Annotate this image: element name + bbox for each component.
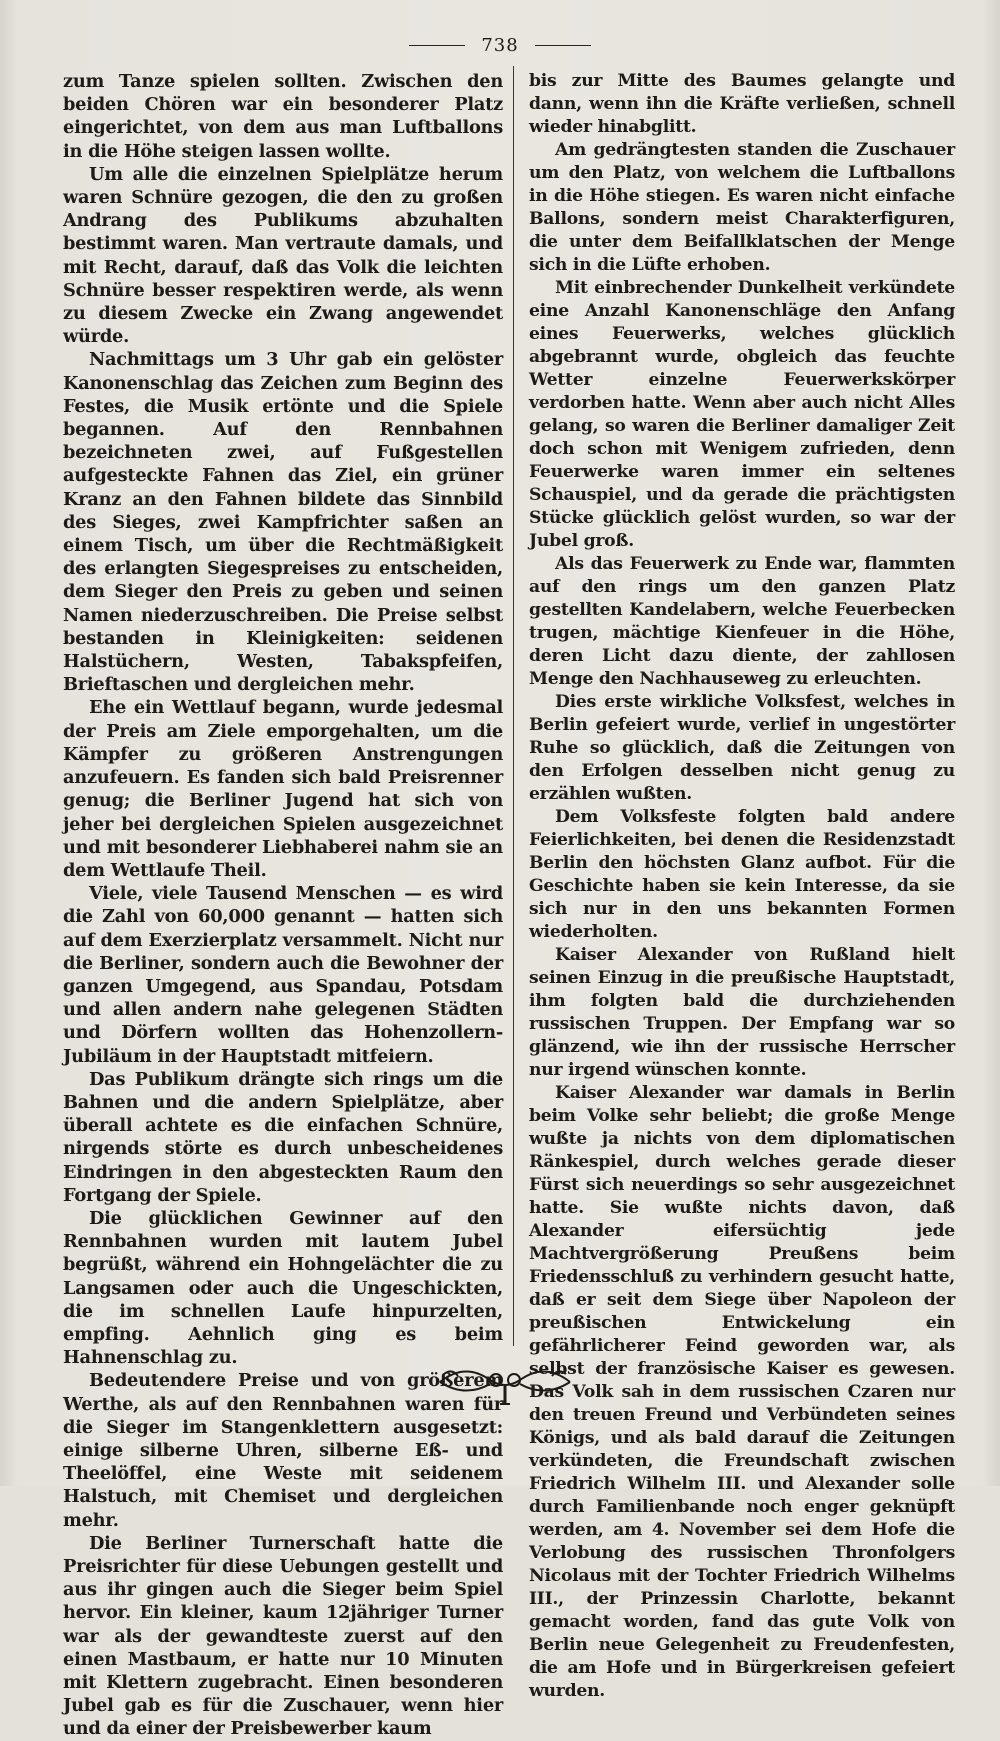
paragraph: Kaiser Alexander war damals in Berlin beim Volke sehr beliebt; die große Menge wußte ja nichts von dem diplomatischen Ränkespiel, durch welches gerade dieser Fürst sich neuerdings so sehr ausgezeichnet hatte. Sie wußte nichts davon, daß Alexander eifersüchtig jede Machtvergrößerung Preußens beim Friedensschluß zu verhindern gesucht hatte, daß er seit dem Siege über Napoleon der preußischen Entwickelung ein gefährlicherer Feind geworden war, als selbst der französische Kaiser es gewesen. Das Volk sah in dem russischen Czaren nur den treuen Freund und Verbündeten seines Königs, und als bald darauf die Zeitungen verkündeten, die Freundschaft zwischen Friedrich Wilhelm III. und Alexander solle durch Familienbande noch enger geknüpft werden, am 4. November sei dem Hofe die Verlobung des russischen Thronfolgers Nicolaus mit der Tochter Friedrich Wilhelms III., der Prinzessin Charlotte, bekannt gemacht worden, fand das gute Volk von Berlin neue Gelegenheit zu Freudenfesten, die am Hofe und in Bürgerkreisen gefeiert wurden. — [529, 1083, 955, 1701]
right-column — [529, 70, 955, 1703]
paragraph: Kaiser Alexander von Rußland hielt seinen Einzug in die preußische Hauptstadt, ihm folgten bald die durchziehenden russischen Truppen. Der Empfang war so glänzend, wie ihn der russische Herrscher nur irgend wünschen konnte. — [529, 945, 955, 1080]
paragraph: Das Publikum drängte sich rings um die Bahnen und die andern Spielplätze, aber überall achtete es die einfachen Schnüre, nirgends störte es durch unbescheidenes Eindringen in den abgesteckten Raum den Fortgang der Spiele. — [63, 1068, 503, 1206]
page-header — [0, 30, 1000, 60]
paragraph: Die Berliner Turnerschaft hatte die Preisrichter für diese Uebungen gestellt und aus ihr gingen auch die Sieger beim Spiel hervor. Ein kleiner, kaum 12jähriger Turner war als der gewandteste zuerst auf den einen Mastbaum, er hatte nur 10 Minuten mit Klettern zugebracht. Einen besonderen Jubel gab es für die Zuschauer, wenn hier und da einer der Preisbewerber kaum — [63, 1532, 503, 1740]
paragraph: Dies erste wirkliche Volksfest, welches in Berlin gefeiert wurde, verlief in ungestörter Ruhe so glücklich, daß die Zeitungen von den Erfolgen desselben nicht genug zu erzählen wußten. — [529, 692, 955, 804]
paragraph: Als das Feuerwerk zu Ende war, flammten auf den rings um den ganzen Platz gestellten Kandelabern, welche Feuerbecken trugen, mächtige Kienfeuer in die Höhe, deren Licht dazu diente, der zahllosen Menge den Nachhauseweg zu erleuchten. — [529, 554, 955, 689]
header-rule-right — [535, 45, 591, 46]
header-rule-left — [409, 45, 465, 46]
end-ornament-icon — [430, 1352, 580, 1412]
paragraph: Am gedrängtesten standen die Zuschauer um den Platz, von welchem die Luftballons in die Höhe stiegen. Es waren nicht einfache Ballons, sondern meist Charakterfiguren, die unter dem Beifallklatschen der Menge sich in die Lüfte erhoben. — [529, 140, 955, 275]
column-divider — [513, 66, 514, 1346]
paragraph: zum Tanze spielen sollten. Zwischen den beiden Chören war ein besonderer Platz eingerichtet, von dem aus man Luftballons in die Höhe steigen lassen wollte. — [63, 71, 503, 162]
paragraph: Die glücklichen Gewinner auf den Rennbahnen wurden mit lautem Jubel begrüßt, während ein Hohngelächter die zu Langsamen oder auch die Ungeschickten, die im schnellen Laufe hinpurzelten, empfing. Aehnlich ging es beim Hahnenschlag zu. — [63, 1207, 503, 1369]
paragraph: Bedeutendere Preise und von größerem Werthe, als auf den Rennbahnen waren für die Sieger im Stangenklettern ausgesetzt: einige silberne Uhren, silberne Eß- und Theelöffel, eine Weste mit seidenem Halstuch, mit Chemiset und dergleichen mehr. — [63, 1370, 503, 1531]
paragraph: Mit einbrechender Dunkelheit verkündete eine Anzahl Kanonenschläge den Anfang eines Feuerwerks, welches glücklich abgebrannt wurde, obgleich das feuchte Wetter einzelne Feuerwerkskörper verdorben hatte. Wenn aber auch nicht Alles gelang, so waren die Berliner damaliger Zeit doch schon mit Wenigem zufrieden, denn Feuerwerke waren immer ein seltenes Schauspiel, und da gerade die prächtigsten Stücke glücklich gelöst wurden, so war der Jubel groß. — [529, 278, 955, 551]
left-column — [63, 70, 503, 1741]
paragraph: Ehe ein Wettlauf begann, wurde jedesmal der Preis am Ziele emporgehalten, um die Kämpfer zu größeren Anstrengungen anzufeuern. Es fanden sich bald Preisrenner genug; die Berliner Jugend hat sich von jeher bei dergleichen Spielen ausgezeichnet und mit besonderer Liebhaberei nahm sie an dem Wettlaufe Theil. — [63, 697, 503, 881]
paragraph: Dem Volksfeste folgten bald andere Feierlichkeiten, bei denen die Residenzstadt Berlin den höchsten Glanz aufbot. Für die Geschichte haben sie kein Interesse, da sie sich nur in den uns bekannten Formen wiederholten. — [529, 807, 955, 942]
paragraph: Nachmittags um 3 Uhr gab ein gelöster Kanonenschlag das Zeichen zum Beginn des Festes, die Musik ertönte und die Spiele begannen. Auf den Rennbahnen bezeichneten zwei, auf Fußgestellen aufgesteckte Fahnen das Ziel, ein grüner Kranz an den Fahnen bildete das Sinnbild des Sieges, zwei Kampfrichter saßen an einem Tisch, um über die Rechtmäßigkeit des erlangten Siegespreises zu entscheiden, dem Sieger den Preis zu geben und seinen Namen niederzuschreiben. Die Preise selbst bestanden in Kleinigkeiten: seidenen Halstüchern, Westen, Tabakspfeifen, Brieftaschen und dergleichen mehr. — [63, 349, 503, 696]
paragraph: Um alle die einzelnen Spielplätze herum waren Schnüre gezogen, die den zu großen Andrang des Publikums abzuhalten bestimmt waren. Man vertraute damals, und mit Recht, darauf, daß das Volk die leichten Schnüre besser respektiren werde, als wenn zu diesem Zwecke ein Zwang angewendet würde. — [63, 163, 503, 348]
paragraph: Viele, viele Tausend Menschen — es wird die Zahl von 60,000 genannt — hatten sich auf dem Exerzierplatz versammelt. Nicht nur die Berliner, sondern auch die Bewohner der ganzen Umgegend, aus Spandau, Potsdam und allen andern nahe gelegenen Städten und Dörfern wollten das Hohenzollern-Jubiläum in der Hauptstadt mitfeiern. — [63, 883, 503, 1067]
page-number: 738 — [481, 34, 519, 56]
paragraph: bis zur Mitte des Baumes gelangte und dann, wenn ihn die Kräfte verließen, schnell wieder hinabglitt. — [529, 71, 955, 137]
